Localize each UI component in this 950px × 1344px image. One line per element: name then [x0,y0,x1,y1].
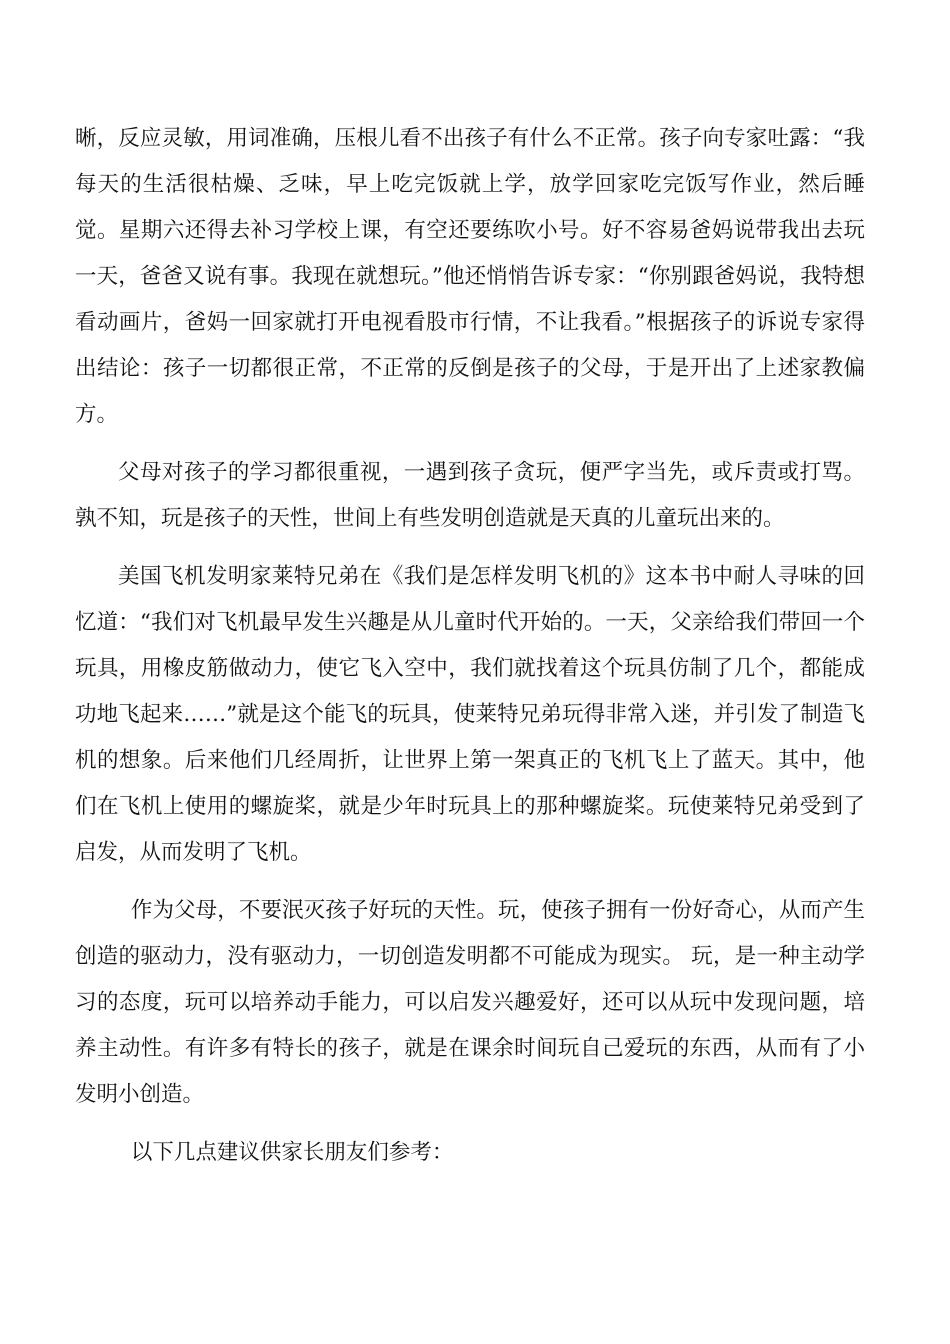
paragraph-wright-brothers: 美国飞机发明家莱特兄弟在《我们是怎样发明飞机的》这本书中耐人寻味的回忆道：“我们对飞机最早发生兴趣是从儿童时代开始的。一天，父亲给我们带回一个玩具，用橡皮筋做动力，使它飞入空中，我们就找着这个玩具仿制了几个，都能成功地飞起来……”就是这个能飞的玩具，使莱特兄弟玩得非常入迷，并引发了制造飞机的想象。后来他们几经周折，让世界上第一架真正的飞机飞上了蓝天。其中，他们在飞机上使用的螺旋桨，就是少年时玩具上的那种螺旋桨。玩使莱特兄弟受到了启发，从而发明了飞机。 [75,564,865,865]
document-body [75,116,865,1176]
paragraph-suggestions-intro: 以下几点建议供家长朋友们参考： [130,1140,454,1165]
paragraph-parents-study: 父母对孩子的学习都很重视，一遇到孩子贪玩，便严字当先，或斥责或打骂。孰不知，玩是孩子的天性，世间上有些发明创造就是天真的儿童玩出来的。 [75,460,865,531]
paragraph-continuation: 晰，反应灵敏，用词准确，压根儿看不出孩子有什么不正常。孩子向专家吐露：“我每天的生活很枯燥、乏味，早上吃完饭就上学，放学回家吃完饭写作业，然后睡觉。星期六还得去补习学校上课，有空还要练吹小号。好不容易爸妈说带我出去玩一天，爸爸又说有事。我现在就想玩。”他还悄悄告诉专家：“你别跟爸妈说，我特想看动画片，爸妈一回家就打开电视看股市行情，不让我看。”根据孩子的诉说专家得出结论：孩子一切都很正常，不正常的反倒是孩子的父母，于是开出了上述家教偏方。 [75,126,865,427]
paragraph-play-nature: 作为父母，不要泯灭孩子好玩的天性。玩，使孩子拥有一份好奇心，从而产生创造的驱动力，没有驱动力，一切创造发明都不可能成为现实。 玩，是一种主动学习的态度，玩可以培养动手能力，可以启发兴趣爱好，还可以从玩中发现问题，培养主动性。有许多有特长的孩子，就是在课余时间玩自己爱玩的东西，从而有了小发明小创造。 [75,898,865,1107]
